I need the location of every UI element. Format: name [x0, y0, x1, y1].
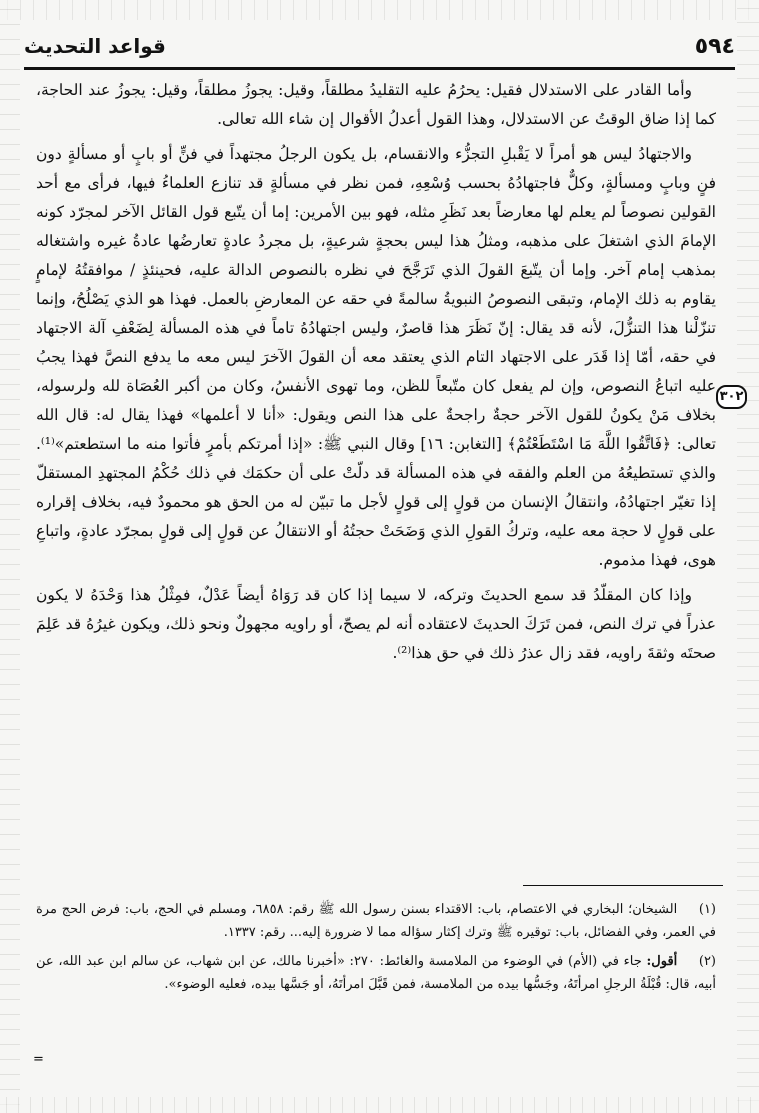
footnote-1 [36, 898, 716, 944]
page-header [24, 34, 735, 64]
footnote-number: (٢) [698, 954, 716, 969]
main-text [36, 76, 716, 668]
footnote-number: (١) [698, 902, 716, 917]
footnotes [36, 898, 716, 1002]
footnote-rule [523, 885, 723, 886]
footnote-2 [36, 950, 716, 996]
footnote-text: الشيخان؛ البخاري في الاعتصام، باب: الاقتداء بسنن رسول الله ﷺ رقم: ٦٨٥٨، ومسلم في الحج، باب: فرض الحج مرة في العمر، وفي الفضائل، باب: توقيره ﷺ وترك إكثار سؤاله مما لا ضرورة إليه... رقم: ١٣٣٧. [36, 902, 716, 940]
page-number: ٥٩٤ [694, 34, 735, 59]
page-edge-bottom [0, 1097, 759, 1113]
footnote-heading: أقول: [646, 954, 678, 969]
paragraph-2: والاجتهادُ ليس هو أمراً لا يَقْبلِ التجزُّء والانقسام، بل يكون الرجلُ مجتهداً في فنٍّ أو بابٍ أو مسألةٍ دون فنٍ وبابٍ ومسألةٍ، وكلٌّ فاجتهادُهُ بحسب وُسْعِهِ، فمن نظر في مسألةٍ قد تنازع العلماءُ فيها، فرأى مع أحد القولين نصوصاً لم يعلم لها معارضاً بعد نَظَرِ مثله، فهو بين الأمرين: إما أن يتّبع قول القائل الآخر لمجرّد كونه الإمامَ الذي اشتغلَ على مذهبه، ومثلُ هذا ليس بحجةٍ شرعيةٍ، بل مجردُ عادةٍ تعارضُها عادةُ غيره واشتغاله بمذهب إمام آخر. وإما أن يتّبعَ القولَ الذي تَرَجَّحَ في نظره بالنصوص الدالة عليه، فحينئذٍ / موافقتُهُ لإمامٍ يقاوم به ذلك الإمام، وتبقى النصوصُ النبويةُ سالمةً في حقه عن المعارضِ بالعمل. فهذا هو الذي يَصْلُحُ، وإنما تنزّلْنا هذا التنزُّلَ، لأنه قد يقال: إنّ نَظَرَ هذا قاصرٌ، وليس اجتهادُهُ تاماً في هذه المسألة لِضَعْفِ آلة الاجتهاد في حقه، أمّا إذا قَدَر على الاجتهاد التام الذي يعتقد معه أن القولَ الآخرَ ليس معه ما يدفع النصَّ فهذا يجبُ عليه اتباعُ النصوص، وإن لم يفعل كان متّبعاً للظن، وما تهوى الأنفسُ، وكان من أكبر العُصَاة لله ولرسوله، بخلاف مَنْ يكونُ للقول الآخر حجةٌ راجحةٌ على هذا النص ويقول: «أنا لا أعلمها» فهذا يقال له: قال الله تعالى: ﴿فَاتَّقُوا اللَّهَ مَا اسْتَطَعْتُمْ﴾ [التغابن: ١٦] وقال النبي ﷺ: «إذا أمرتكم بأمرٍ فأتوا منه ما استطعتم»⁽¹⁾. والذي تستطيعُهُ من العلم والفقه في هذه المسألة قد دلّتْ على أن حكمَك في ذلك حُكْمُ المجتهدِ المستقلّ إذا تغيّر اجتهادُهُ، وانتقالُ الإنسان من قولٍ إلى قولٍ لأجل ما تبيّن له من الحق هو محمودٌ فيه، بخلاف إقراره على قولٍ لا حجة معه عليه، وتركُ القولِ الذي وَضَحَتْ حجتُهُ أو الانتقالُ عن قولٍ إلى قولٍ بمجرّد عادةٍ، واتباعِ هوى، فهذا مذموم. [36, 145, 716, 569]
header-rule [24, 67, 735, 70]
page-edge-right [737, 0, 759, 1113]
paragraph-1: وأما القادر على الاستدلال فقيل: يحرُمُ عليه التقليدُ مطلقاً، وقيل: يجوزُ مطلقاً، وقيل: يجوزُ عند الحاجة، كما إذا ضاق الوقتُ عن الاستدلال، وهذا القول أعدلُ الأقوال إن شاء الله تعالى. [36, 81, 716, 128]
running-title: قواعد التحديث [24, 34, 166, 58]
page-edge-left [0, 0, 20, 1113]
paragraph-3: وإذا كان المقلّدُ قد سمع الحديثَ وتركه، لا سيما إذا كان قد رَوَاهُ أيضاً عَدْلٌ، فمِثْلُ هذا وَحْدَهُ لا يكون عذراً في ترك النص، فمن تَرَكَ الحديثَ لاعتقاده أنه لم يصحّ، أو راويه مجهولٌ ونحو ذلك، ويكون غيرُهُ قد عَلِمَ صحتَه وثقةَ راويه، فقد زال عذرُ ذلك في حق هذا⁽²⁾. [36, 586, 716, 662]
footnote-text: جاء في (الأم) في الوضوء من الملامسة والغائط: ٢٧٠: «أخبرنا مالك، عن ابن شهاب، عن سالم ابن عبد الله، عن أبيه، قال: قُبْلَةُ الرجلِ امرأتَهُ، وجَسُّها بيده من الملامسة، فمن قَبَّلَ امرأتَهُ، أو جَسَّها بيده، فعليه الوضوء». [36, 954, 716, 992]
page-edge-top [0, 0, 759, 20]
manuscript-page-marker: ٣٠٢ [716, 385, 747, 409]
margin-note-mark: = [33, 1052, 44, 1067]
